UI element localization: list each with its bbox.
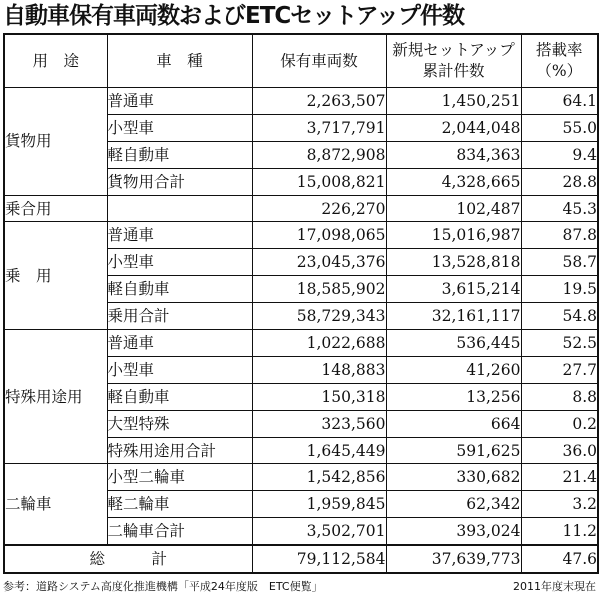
header-vehicles: 保有車両数 [252,34,386,88]
vehicle-type: 軽二輪車 [107,491,252,518]
vehicle-type: 普通車 [107,330,252,357]
etc-count: 41,260 [386,356,521,383]
vehicle-type: 貨物用合計 [107,168,252,195]
vehicle-type [107,195,252,222]
etc-count: 393,024 [386,518,521,545]
install-rate: 55.0 [521,114,598,141]
vehicle-type: 軽自動車 [107,276,252,303]
header-etc-line1: 新規セットアップ [392,41,515,59]
total-etc: 37,639,773 [386,545,521,573]
vehicle-count: 1,022,688 [252,330,386,357]
page-title: 自動車保有車両数およびETCセットアップ件数 [3,3,464,29]
install-rate: 52.5 [521,330,598,357]
group-label: 二輪車 [4,464,107,545]
install-rate: 8.8 [521,383,598,410]
vehicle-type: 小型二輪車 [107,464,252,491]
total-vehicles: 79,112,584 [252,545,386,573]
etc-count: 591,625 [386,437,521,464]
vehicle-type: 普通車 [107,222,252,249]
etc-table [3,33,599,574]
install-rate: 9.4 [521,141,598,168]
header-rate-line1: 搭載率 [535,41,583,59]
vehicle-type: 大型特殊 [107,410,252,437]
vehicle-type: 特殊用途用合計 [107,437,252,464]
header-etc [386,34,521,88]
table-row [4,330,598,357]
vehicle-count: 3,502,701 [252,518,386,545]
etc-count: 62,342 [386,491,521,518]
install-rate: 19.5 [521,276,598,303]
vehicle-count: 2,263,507 [252,88,386,115]
source-note: 参考：道路システム高度化推進機構「平成24年度版 ETC便覧」 [3,580,323,593]
vehicle-count: 3,717,791 [252,114,386,141]
install-rate: 21.4 [521,464,598,491]
vehicle-count: 1,959,845 [252,491,386,518]
install-rate: 87.8 [521,222,598,249]
table-row [4,88,598,115]
as-of-note: 2011年度末現在 [513,580,596,593]
vehicle-count: 148,883 [252,356,386,383]
vehicle-count: 150,318 [252,383,386,410]
vehicle-count: 17,098,065 [252,222,386,249]
table-row [4,222,598,249]
total-label: 総 計 [4,545,252,573]
etc-count: 664 [386,410,521,437]
vehicle-type: 軽自動車 [107,141,252,168]
vehicle-count: 8,872,908 [252,141,386,168]
header-usage: 用 途 [4,34,107,88]
etc-count: 13,256 [386,383,521,410]
vehicle-count: 18,585,902 [252,276,386,303]
vehicle-count: 58,729,343 [252,303,386,330]
install-rate: 54.8 [521,303,598,330]
header-rate-line2: （%） [536,62,583,80]
vehicle-type: 普通車 [107,88,252,115]
group-label: 貨物用 [4,88,107,196]
etc-count: 1,450,251 [386,88,521,115]
etc-count: 102,487 [386,195,521,222]
header-rate [521,34,598,88]
etc-count: 13,528,818 [386,249,521,276]
vehicle-type: 小型車 [107,114,252,141]
group-label: 乗合用 [4,195,107,222]
install-rate: 0.2 [521,410,598,437]
vehicle-type: 小型車 [107,249,252,276]
vehicle-count: 15,008,821 [252,168,386,195]
vehicle-type: 小型車 [107,356,252,383]
etc-count: 3,615,214 [386,276,521,303]
table-row [4,464,598,491]
install-rate: 28.8 [521,168,598,195]
vehicle-count: 226,270 [252,195,386,222]
header-etc-line2: 累計件数 [422,62,485,80]
total-rate: 47.6 [521,545,598,573]
install-rate: 3.2 [521,491,598,518]
header-type: 車 種 [107,34,252,88]
install-rate: 36.0 [521,437,598,464]
vehicle-type: 二輪車合計 [107,518,252,545]
vehicle-count: 23,045,376 [252,249,386,276]
etc-count: 2,044,048 [386,114,521,141]
install-rate: 11.2 [521,518,598,545]
header-row [4,34,598,88]
etc-count: 834,363 [386,141,521,168]
etc-count: 330,682 [386,464,521,491]
etc-count: 4,328,665 [386,168,521,195]
install-rate: 58.7 [521,249,598,276]
vehicle-count: 1,542,856 [252,464,386,491]
install-rate: 45.3 [521,195,598,222]
group-label: 特殊用途用 [4,330,107,464]
etc-count: 15,016,987 [386,222,521,249]
etc-count: 32,161,117 [386,303,521,330]
table-row [4,195,598,222]
install-rate: 27.7 [521,356,598,383]
total-row [4,545,598,573]
footer [3,578,596,596]
vehicle-count: 323,560 [252,410,386,437]
etc-count: 536,445 [386,330,521,357]
install-rate: 64.1 [521,88,598,115]
vehicle-type: 乗用合計 [107,303,252,330]
group-label: 乗 用 [4,222,107,330]
vehicle-count: 1,645,449 [252,437,386,464]
vehicle-type: 軽自動車 [107,383,252,410]
